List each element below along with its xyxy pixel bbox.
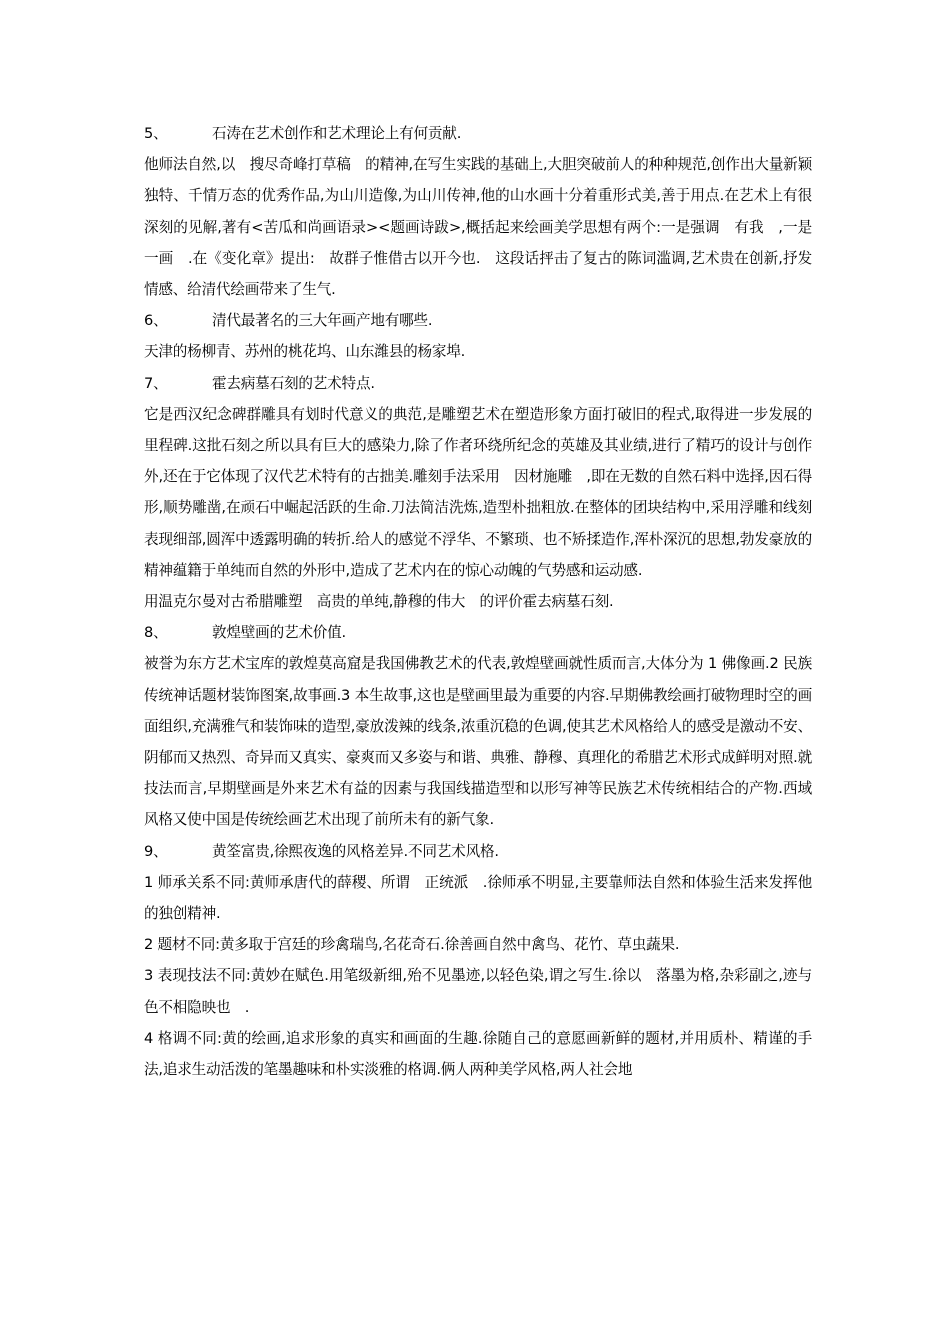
question-heading-9 [144, 836, 812, 867]
question-number: 7、 [144, 374, 168, 392]
answer-paragraph: 天津的杨柳青、苏州的桃花坞、山东潍县的杨家埠. [144, 343, 466, 361]
question-title: 敦煌壁画的艺术价值. [212, 624, 346, 642]
question-heading-5 [144, 118, 812, 149]
question-title: 黄筌富贵,徐熙夜逸的风格差异.不同艺术风格. [212, 842, 499, 860]
question-number: 6、 [144, 312, 168, 330]
question-number: 5、 [144, 125, 168, 142]
answer-paragraph: 3 表现技法不同:黄妙在赋色.用笔级新细,殆不见墨迹,以轻色染,谓之写生.徐以 落墨为格,杂彩副之,迹与色不相隐映也 . [144, 967, 812, 1016]
question-heading-6 [144, 305, 812, 336]
document-body [144, 118, 827, 1085]
question-title: 清代最著名的三大年画产地有哪些. [212, 312, 433, 330]
answer-paragraph: 它是西汉纪念碑群雕具有划时代意义的典范,是雕塑艺术在塑造形象方面打破旧的程式,取得进一步发展的里程碑.这批石刻之所以具有巨大的感染力,除了作者环绕所纪念的英雄及其业绩,进行了精巧的设计与创作外,还在于它体现了汉代艺术特有的古拙美.雕刻手法采用 因材施雕 ,即在无数的自然石料中选择,因石得形,顺势雕凿,在顽石中崛起活跃的生命.刀法简洁洗炼,造型朴拙粗放.在整体的团块结构中,采用浮雕和线刻表现细部,圆浑中透露明确的转折.给人的感觉不浮华、不繁琐、也不矫揉造作,浑朴深沉的思想,勃发豪放的精神蕴籍于单纯而自然的外形中,造成了艺术内在的惊心动魄的气势感和运动感. [144, 405, 812, 579]
question-heading-7 [144, 368, 812, 399]
question-number: 9、 [144, 842, 168, 860]
question-title: 霍去病墓石刻的艺术特点. [212, 374, 375, 392]
answer-paragraph: 他师法自然,以 搜尽奇峰打草稿 的精神,在写生实践的基础上,大胆突破前人的种种规范,创作出大量新颖独特、千情万态的优秀作品,为山川造像,为山川传神,他的山水画十分着重形式美,善于用点.在艺术上有很深刻的见解,著有<苦瓜和尚画语录><题画诗跋>,概括起来绘画美学思想有两个:一是强调 有我 ,一是 一画 .在《变化章》提出: 故群子惟借古以开今也. 这段话抨击了复古的陈词滥调,艺术贵在创新,抒发情感、给清代绘画带来了生气. [144, 156, 827, 299]
answer-paragraph: 1 师承关系不同:黄师承唐代的薛稷、所谓 正统派 .徐师承不明显,主要靠师法自然和体验生活来发挥他的独创精神. [144, 873, 812, 923]
answer-paragraph: 被誉为东方艺术宝库的敦煌莫高窟是我国佛教艺术的代表,敦煌壁画就性质而言,大体分为 1 佛像画.2 民族传统神话题材装饰图案,故事画.3 本生故事,这也是壁画里最为重要的内容.早期佛教绘画打破物理时空的画面组织,充满雅气和装饰味的造型,豪放泼辣的线条,浓重沉稳的色调,使其艺术风格给人的感受是激动不安、阴郁而又热烈、奇异而又真实、豪爽而又多姿与和谐、典雅、静穆、真理化的希腊艺术形式成鲜明对照.就技法而言,早期壁画是外来艺术有益的因素与我国线描造型和以形写神等民族艺术传统相结合的产物.西域风格又使中国是传统绘画艺术出现了前所未有的新气象. [144, 655, 812, 829]
question-heading-8 [144, 617, 812, 648]
answer-paragraph: 用温克尔曼对古希腊雕塑 高贵的单纯,静穆的伟大 的评价霍去病墓石刻. [144, 593, 614, 611]
question-title: 石涛在艺术创作和艺术理论上有何贡献. [212, 125, 462, 142]
answer-paragraph: 4 格调不同:黄的绘画,追求形象的真实和画面的生趣.徐随自己的意愿画新鲜的题材,并用质朴、精谨的手法,追求生动活泼的笔墨趣味和朴实淡雅的格调.俩人两种美学风格,两人社会地 [144, 1029, 812, 1079]
answer-paragraph: 2 题材不同:黄多取于宫廷的珍禽瑞鸟,名花奇石.徐善画自然中禽鸟、花竹、草虫蔬果. [144, 936, 680, 954]
question-number: 8、 [144, 624, 168, 642]
